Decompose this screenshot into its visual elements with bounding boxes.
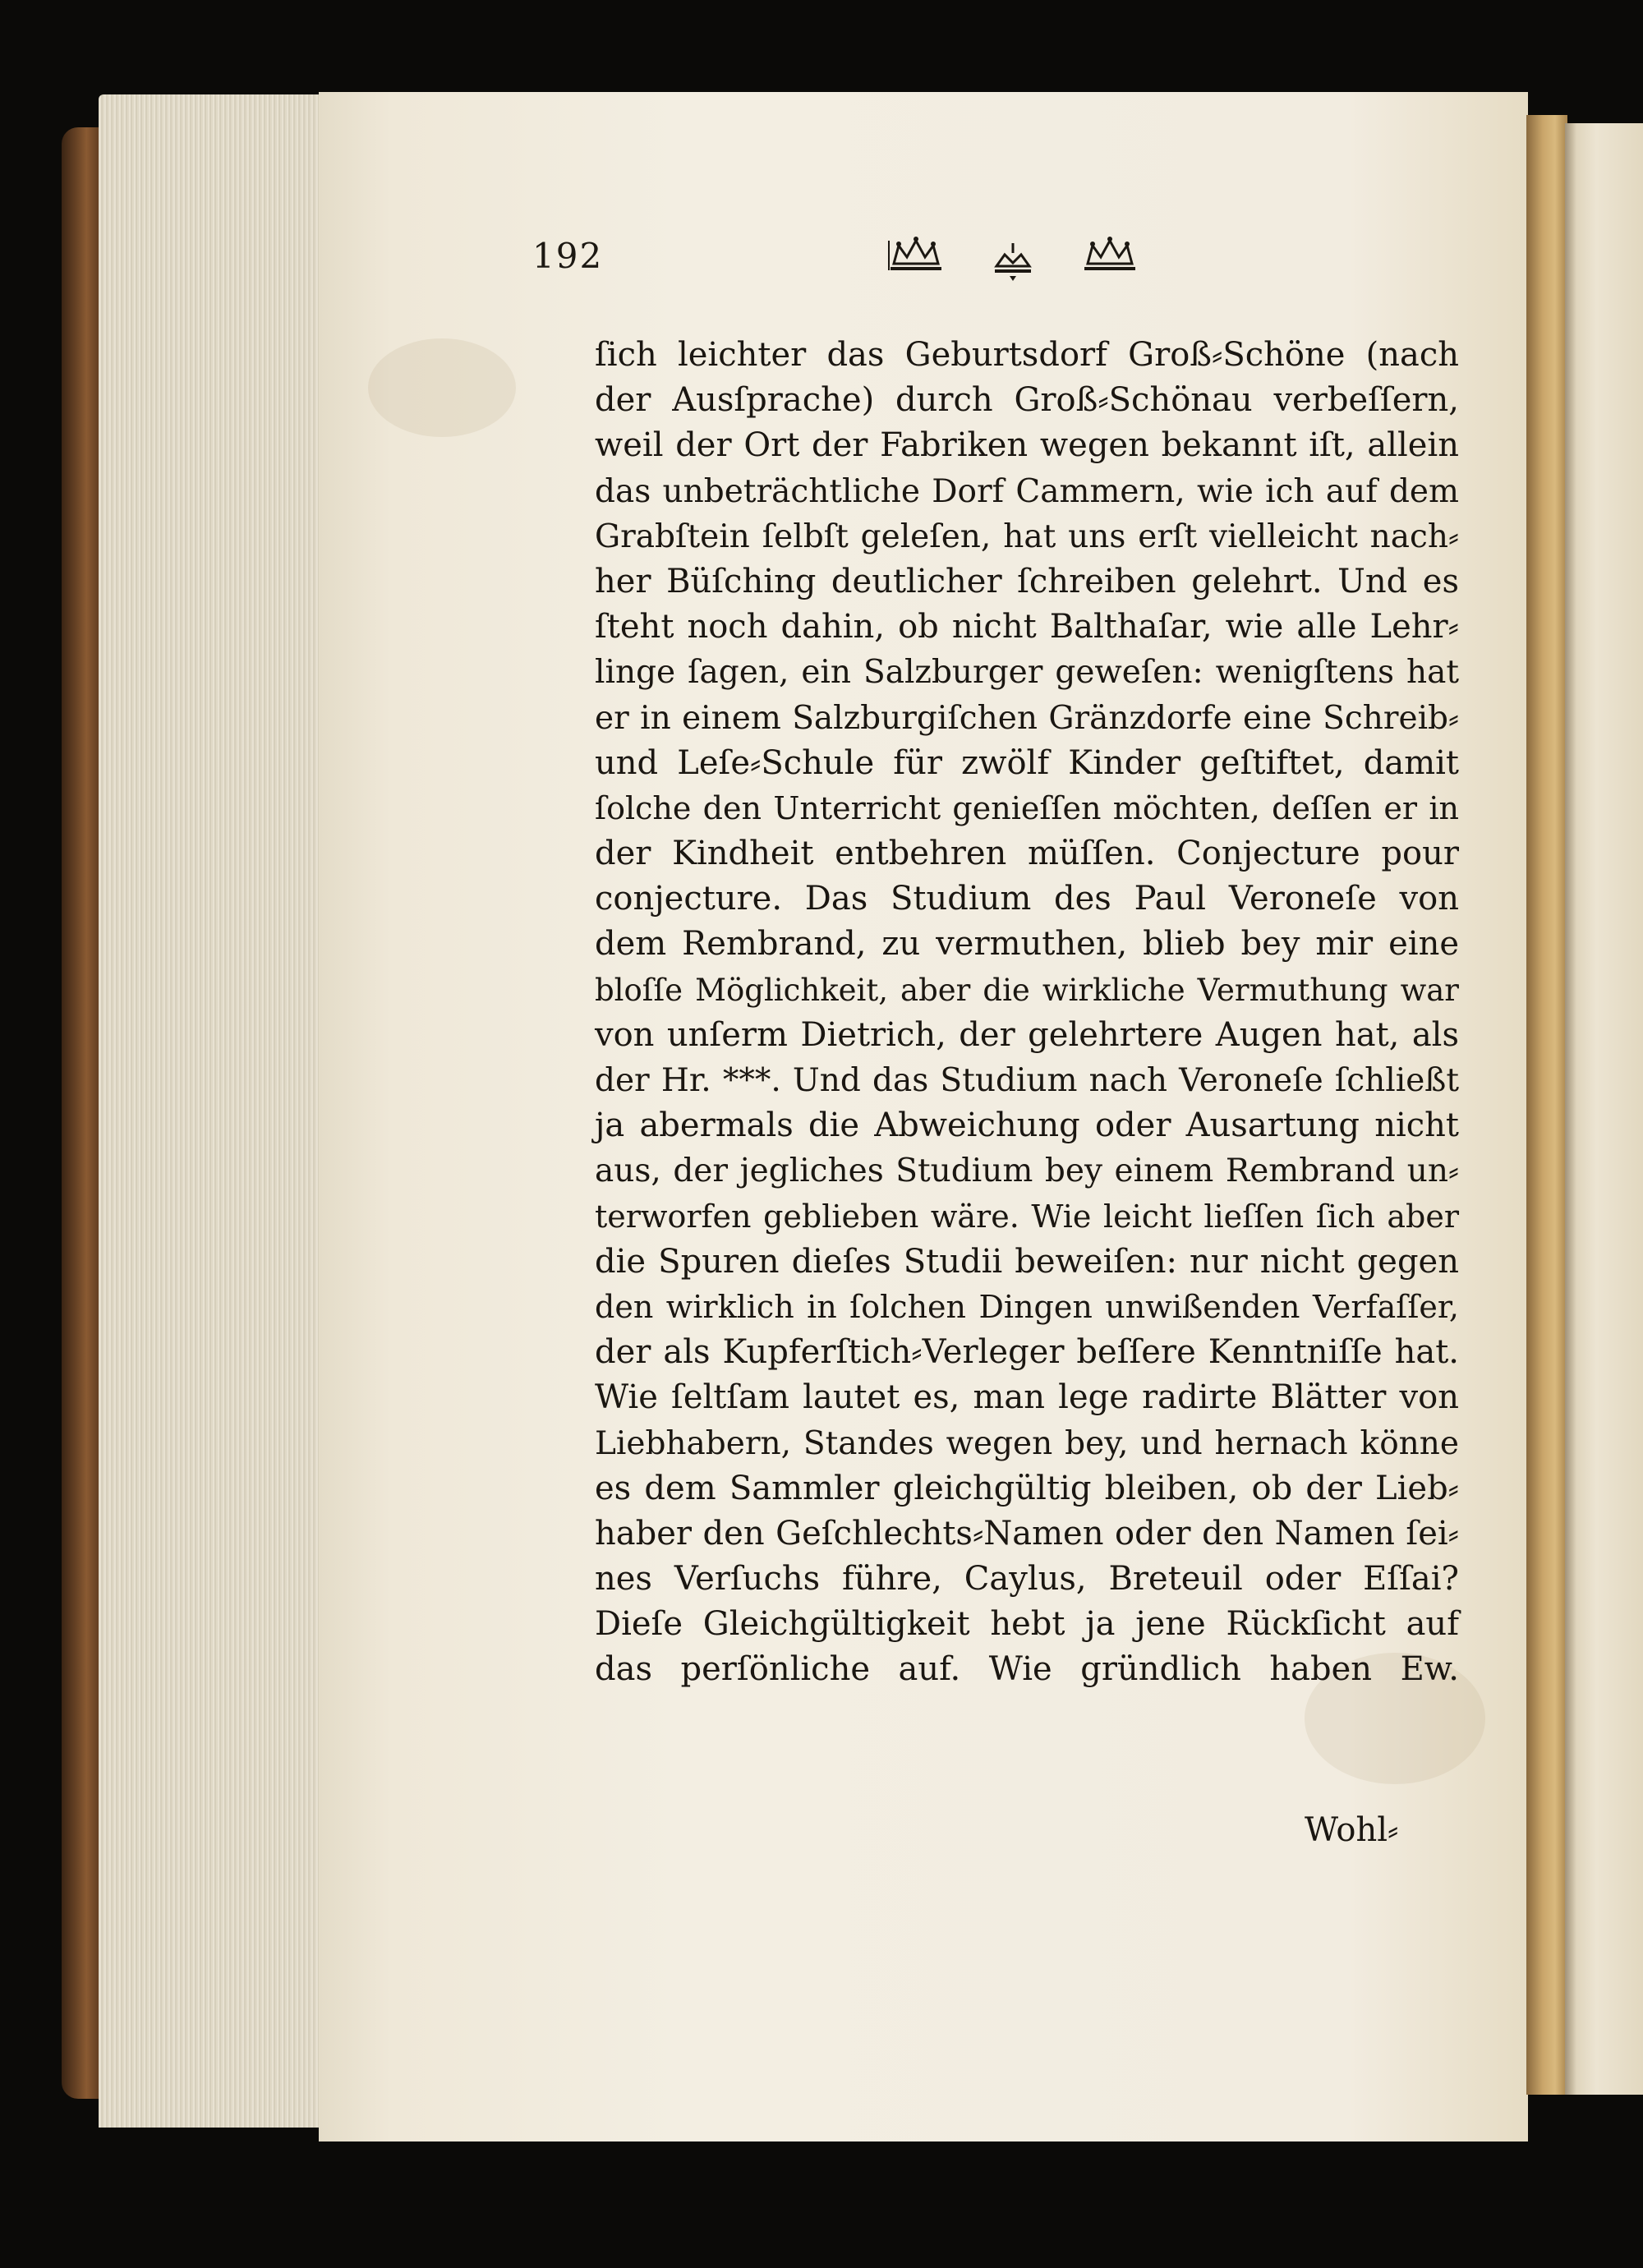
text-line: linge ſagen, ein Salzburger geweſen: wenigſtens hat [595, 654, 1459, 692]
page-stack-edge [99, 94, 320, 2128]
running-head [532, 234, 1148, 292]
gutter [1526, 115, 1567, 2095]
text-line: ſolche den Unterricht genieſſen möchten, deſſen er in [595, 789, 1459, 826]
text-line: ja abermals die Abweichung oder Ausartung nicht [595, 1106, 1459, 1145]
text-line: von unſerm Dietrich, der gelehrtere Augen hat, als [595, 1015, 1459, 1054]
text-line: er in einem Salzburgiſchen Gränzdorfe eine Schreib⸗ [595, 699, 1459, 737]
crown-small-icon [988, 238, 1038, 283]
text-line: terworfen geblieben wäre. Wie leicht lieſſen ſich aber [595, 1198, 1459, 1235]
text-line: weil der Ort der Fabriken wegen bekannt iſt, allein [595, 426, 1459, 465]
paper-stain [368, 338, 516, 437]
text-line: den wirklich in ſolchen Dingen unwißenden Verfaſſer, [595, 1288, 1459, 1325]
text-line: die Spuren dieſes Studii beweiſen: nur nicht gegen [595, 1242, 1459, 1281]
crown-icon [1081, 234, 1139, 275]
text-line: Grabſtein ſelbſt geleſen, hat uns erſt vielleicht nach⸗ [595, 518, 1459, 555]
text-line: nes Verſuchs führe, Caylus, Breteuil oder Eſſai? [595, 1560, 1459, 1599]
text-line: Dieſe Gleichgültigkeit hebt ja jene Rückſicht auf [595, 1605, 1459, 1644]
text-line: her Büſching deutlicher ſchreiben gelehrt. Und es [595, 562, 1459, 600]
catchword: Wohl⸗ [1305, 1811, 1399, 1849]
text-line: das unbeträchtliche Dorf Cammern, wie ich auf dem [595, 472, 1459, 510]
text-line: Wie ſeltſam lautet es, man lege radirte Blätter von [595, 1378, 1459, 1417]
page-number: 192 [532, 236, 604, 276]
facing-page-shadow [1565, 123, 1576, 2095]
text-line: aus, der jegliches Studium bey einem Rembrand un⸗ [595, 1152, 1459, 1190]
facing-page [1565, 123, 1643, 2095]
text-line: es dem Sammler gleichgültig bleiben, ob der Lieb⸗ [595, 1469, 1459, 1507]
text-line: der Kindheit entbehren müſſen. Conjecture pour [595, 835, 1459, 873]
text-line: und Leſe⸗Schule für zwölf Kinder geſtiftet, damit [595, 743, 1459, 782]
text-line: das perſönliche auf. Wie gründlich haben Ew. [595, 1650, 1459, 1689]
text-line: ſich leichter das Geburtsdorf Groß⸗Schöne (nach [595, 336, 1459, 374]
text-line: der Ausſprache) durch Groß⸗Schönau verbeſſern, [595, 381, 1459, 420]
crown-icon [887, 234, 945, 275]
text-line: bloſſe Möglichkeit, aber die wirkliche Vermuthung war [595, 972, 1459, 1008]
text-line: ſteht noch dahin, ob nicht Balthaſar, wie alle Lehr⸗ [595, 608, 1459, 646]
text-line: conjecture. Das Studium des Paul Veroneſe von [595, 880, 1459, 918]
text-line: der Hr. ***. Und das Studium nach Veroneſe ſchließt [595, 1062, 1459, 1099]
text-line: Liebhabern, Standes wegen bey, und hernach könne [595, 1424, 1459, 1462]
text-line: haber den Geſchlechts⸗Namen oder den Namen ſei⸗ [595, 1514, 1459, 1553]
text-line: der als Kupferſtich⸗Verleger beſſere Kenntniſſe hat. [595, 1333, 1459, 1372]
text-line: dem Rembrand, zu vermuthen, blieb bey mir eine [595, 925, 1459, 964]
body-text [595, 333, 1459, 1693]
